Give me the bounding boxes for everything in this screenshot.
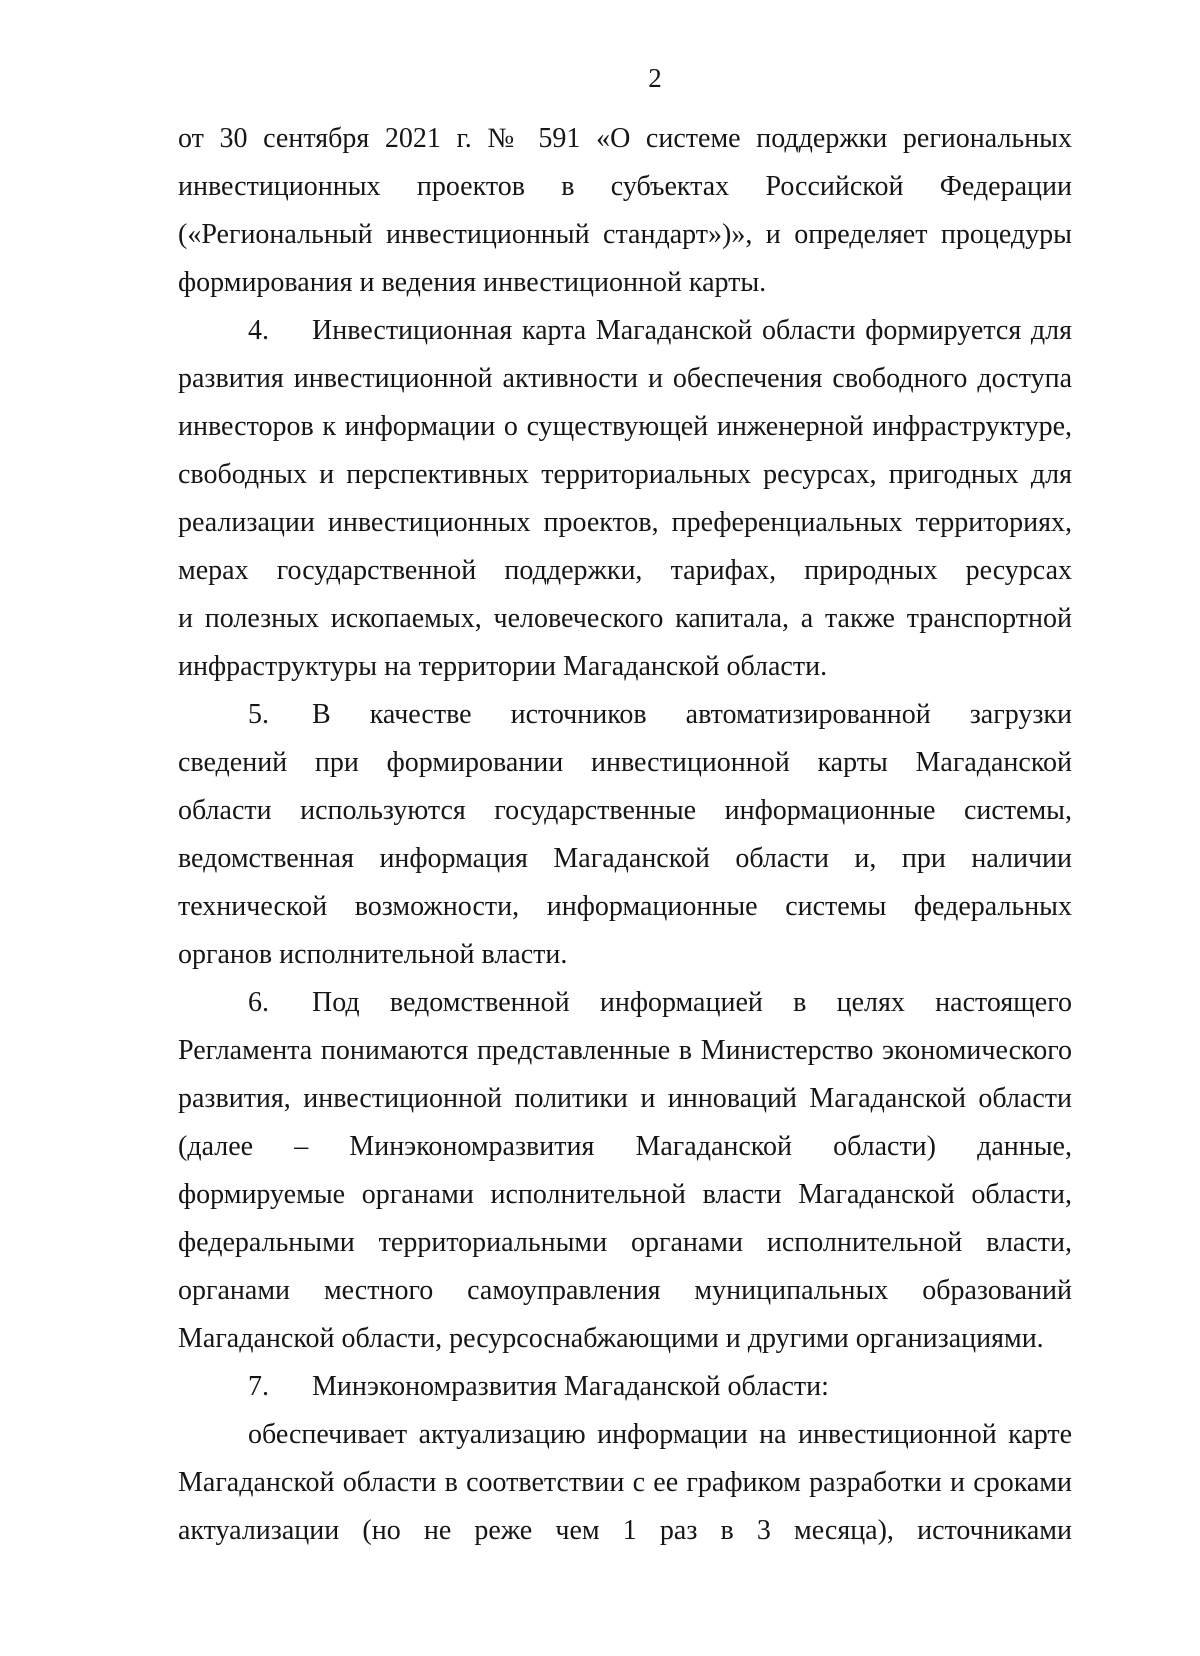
text-line: свободных и перспективных территориальных ресурсах, пригодных для — [178, 459, 1072, 490]
text-line: Магаданской области, ресурсоснабжающими и другими организациями. — [178, 1323, 1044, 1354]
text-line: органов исполнительной власти. — [178, 939, 568, 970]
text-line: обеспечивает актуализацию информации на инвестиционной карте — [248, 1419, 1072, 1450]
text-line: формирования и ведения инвестиционной карты. — [178, 267, 767, 298]
text-line: федеральными территориальными органами исполнительной власти, — [178, 1227, 1072, 1258]
text-line: развития, инвестиционной политики и инноваций Магаданской области — [178, 1083, 1072, 1114]
text-line: и полезных ископаемых, человеческого капитала, а также транспортной — [178, 603, 1072, 634]
paragraph-item-7 — [178, 1363, 1072, 1411]
text-line: Минэкономразвития Магаданской области: — [312, 1371, 829, 1402]
page-number: 2 — [648, 63, 662, 93]
document-body — [178, 115, 1072, 1555]
text-line: от 30 сентября 2021 г. № 591 «О системе поддержки региональных — [178, 123, 1072, 154]
item-number: 5. — [248, 699, 269, 730]
paragraph-item-7-sub — [178, 1411, 1072, 1555]
text-line-first — [178, 1411, 1072, 1459]
text-line: В качестве источников автоматизированной загрузки — [312, 699, 1072, 730]
text-line: формируемые органами исполнительной власти Магаданской области, — [178, 1179, 1072, 1210]
paragraph-item-5 — [178, 691, 1072, 979]
text-line: реализации инвестиционных проектов, преференциальных территориях, — [178, 507, 1072, 538]
paragraph-item-6 — [178, 979, 1072, 1363]
text-line: области используются государственные информационные системы, — [178, 795, 1072, 826]
text-line: Магаданской области в соответствии с ее графиком разработки и сроками — [178, 1467, 1072, 1498]
item-number: 7. — [248, 1371, 269, 1402]
text-line-first — [178, 979, 1072, 1027]
text-line: инвестиционных проектов в субъектах Российской Федерации — [178, 171, 1072, 202]
text-line: инвесторов к информации о существующей инженерной инфраструктуре, — [178, 411, 1072, 442]
text-line: мерах государственной поддержки, тарифах, природных ресурсах — [178, 555, 1072, 586]
text-line-first — [178, 307, 1072, 355]
item-number: 6. — [248, 987, 269, 1018]
text-line-first — [178, 1363, 1072, 1411]
text-line: инфраструктуры на территории Магаданской области. — [178, 651, 828, 682]
text-line: сведений при формировании инвестиционной карты Магаданской — [178, 747, 1072, 778]
text-line: ведомственная информация Магаданской области и, при наличии — [178, 843, 1072, 874]
paragraph-intro — [178, 115, 1072, 307]
text-line: актуализации (но не реже чем 1 раз в 3 месяца), источниками — [178, 1515, 1072, 1546]
text-line: развития инвестиционной активности и обеспечения свободного доступа — [178, 363, 1072, 394]
text-line: Регламента понимаются представленные в Министерство экономического — [178, 1035, 1072, 1066]
text-line: Инвестиционная карта Магаданской области формируется для — [312, 315, 1072, 346]
paragraph-item-4 — [178, 307, 1072, 691]
text-line: (далее – Минэкономразвития Магаданской области) данные, — [178, 1131, 1072, 1162]
item-number: 4. — [248, 315, 269, 346]
text-line-first — [178, 691, 1072, 739]
text-line: Под ведомственной информацией в целях настоящего — [312, 987, 1072, 1018]
text-line: технической возможности, информационные системы федеральных — [178, 891, 1072, 922]
text-line: («Региональный инвестиционный стандарт»)», и определяет процедуры — [178, 219, 1072, 250]
text-line: органами местного самоуправления муниципальных образований — [178, 1275, 1072, 1306]
